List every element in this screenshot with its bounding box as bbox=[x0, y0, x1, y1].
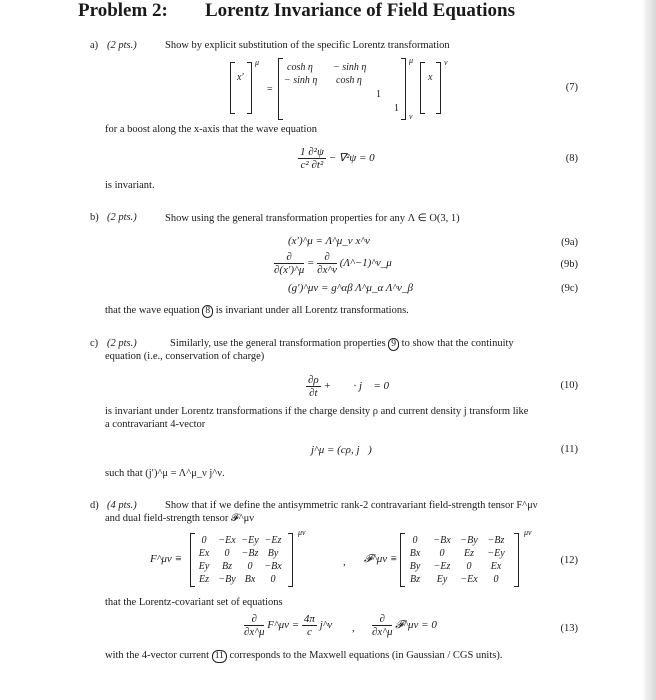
dual-matrix-cell-r2c4: −Ey bbox=[487, 548, 505, 559]
wave-frac-num: 1 ∂²ψ bbox=[300, 146, 324, 158]
part-c-intro-post: to show that the continuity bbox=[401, 338, 514, 349]
matrix-d3: 1 bbox=[376, 89, 381, 100]
matrix-d4: 1 bbox=[394, 103, 399, 114]
cont-frac-den: ∂t bbox=[309, 387, 318, 399]
eq9b-lden: ∂(x′)^μ bbox=[274, 264, 305, 276]
eq13a-rden: c bbox=[306, 626, 312, 638]
part-b-points: (2 pts.) bbox=[107, 212, 137, 223]
eq13a-tail: j^ν bbox=[319, 619, 333, 632]
F-matrix-right-bracket bbox=[288, 533, 293, 587]
eq13a bbox=[244, 613, 332, 638]
dual-matrix-cell-r3c4: Ex bbox=[490, 561, 502, 572]
dual-matrix-cell-r2c2: 0 bbox=[439, 548, 445, 559]
part-b-tail-pre: that the wave equation bbox=[105, 305, 200, 316]
F-matrix-cell-r3c4: −Bx bbox=[264, 561, 282, 572]
part-b-intro: Show using the general transformation properties for any Λ ∈ O(3, 1) bbox=[165, 213, 460, 224]
dual-matrix-cell-r2c3: Ez bbox=[464, 548, 474, 559]
eq13a-rnum: 4π bbox=[303, 613, 315, 625]
eq9b-number: (9b) bbox=[560, 259, 578, 270]
dual-matrix-cell-r4c2: Ey bbox=[436, 574, 448, 585]
part-c-points: (2 pts.) bbox=[107, 338, 137, 349]
F-matrix-exponent: μν bbox=[298, 528, 306, 537]
eq13b-num: ∂ bbox=[372, 613, 392, 626]
exp-nu-rhs: ν bbox=[444, 58, 448, 67]
eq9b: $\frac{\partial}{\partial(x')\^{}\mu}$ = $\frac{\partial}{\partial x\^{}\nu}$ (Λ^−1)^ν_μ bbox=[274, 251, 392, 276]
part-c-intro bbox=[170, 338, 514, 351]
F-label: F^μν ≡ bbox=[150, 553, 182, 565]
eq7-number: (7) bbox=[565, 82, 578, 93]
eq9b-tail: (Λ^−1)^ν_μ bbox=[339, 257, 392, 270]
dual-matrix-cell-r2c1: Bx bbox=[409, 548, 421, 559]
eq13a-den: ∂x^μ bbox=[244, 626, 265, 638]
dual-matrix-right-bracket bbox=[514, 533, 519, 587]
F-matrix-cell-r4c2: −By bbox=[218, 574, 236, 585]
problem-number: Problem 2: bbox=[78, 0, 168, 21]
eq11: j^μ = (cρ, j⃗) bbox=[311, 444, 372, 456]
eq9b-rden: ∂x^ν bbox=[317, 264, 337, 276]
part-c-text3: a contravariant 4-vector bbox=[105, 419, 206, 430]
F-matrix-cell-r4c1: Ez bbox=[199, 574, 209, 585]
part-a-intro: Show by explicit substitution of the specific Lorentz transformation bbox=[165, 40, 450, 51]
vec-lhs: x′ bbox=[237, 72, 244, 83]
dual-matrix-cell-r3c3: 0 bbox=[466, 561, 472, 572]
page-title: Lorentz Invariance of Field Equations bbox=[205, 0, 515, 21]
exp-nu-matrix: ν bbox=[409, 112, 413, 121]
dual-matrix-exponent: μν bbox=[524, 528, 532, 537]
part-d-text-set: that the Lorentz-covariant set of equations bbox=[105, 597, 283, 608]
eq13-separator: , bbox=[352, 622, 355, 634]
exp-mu-lhs: μ bbox=[255, 58, 260, 67]
eq11-number: (11) bbox=[560, 444, 578, 455]
cont-rest: + ∇⃗ · j⃗ = 0 bbox=[323, 380, 390, 393]
part-a-points: (2 pts.) bbox=[107, 40, 137, 51]
vec-rhs: x bbox=[428, 72, 433, 83]
ref-eq9[interactable]: 9 bbox=[388, 338, 399, 351]
matrix-r2c1: − sinh η bbox=[284, 75, 318, 86]
dual-matrix-cell-r1c2: −Bx bbox=[433, 535, 451, 546]
part-a-invariant: is invariant. bbox=[105, 180, 155, 191]
F-matrix-cell-r2c1: Ex bbox=[198, 548, 210, 559]
part-d-points: (4 pts.) bbox=[107, 500, 137, 511]
matrix-separator: , bbox=[343, 556, 346, 568]
document-page: Problem 2: Lorentz Invariance of Field Equations a) (2 pts.) Show by explicit substitution of the specific Lorentz transformation x′ μ = cosh η − sinh η − sinh η cosh η 1 1 μ ν x ν (7) for a boost along the x-axis that the wave equation $\frac{\text{1 ∂²ψ}}{\text{c² ∂t²}}$ − ∇²ψ = 0 (8) is invariant. b) (2 pts.) Show using the general transformation properties for any Λ ∈ O(3, 1) (x′)^μ = Λ^μ_ν x^ν (9a) $\frac{\partial}{\partial(x')\^{}\mu}$ = $\frac{\partial}{\partial x\^{}\nu}$ (Λ^−1)^ν_μ (9b) (g′)^μν = g^αβ Λ^μ_α Λ^ν_β (9c) that the wave equation 8 is invariant under all Lorentz transformations. c) (2 pts.) Similarly, use the general transformation properties 9 to show that the continuity equation (i.e., conservation of charge) $\frac{\partial\rho}{\partial t}$ + ∇⃗ · j⃗ = 0 (10) is invariant under Lorentz transformations if the charge density ρ and current density j transform like a contravariant 4-vector j^μ = (cρ, j⃗) (11) such that (j′)^μ = Λ^μ_ν j^ν. d) (4 pts.) Show that if we define the antisymmetric rank-2 contravariant field-strength tensor F^μν and dual field-strength tensor 𝓕^μν F^μν ≡ 0 −Ex −Ey −Ez Ex 0 −Bz By Ey Bz 0 −Bx Ez −By Bx 0 μν , 𝓕^μν ≡ 0 −Bx −By −Bz Bx 0 Ez −Ey By −Ez 0 Ex Bz Ey −Ex 0 μν (12) that the Lorentz-covariant set of equations $\frac{\partial}{\partial x\^{}\mu}$ F^μν = $\frac{4\pi}{c}$ j^ν , $\frac{\partial}{\partial x\^{}\mu}$ 𝓕^μν = 0 (13) with the 4-vector current 11 corresponds to the Maxwell equations (in Gaussian / CGS units). bbox=[0, 0, 656, 700]
wave-rest: − ∇²ψ = 0 bbox=[328, 152, 375, 165]
wave-frac-den: c² ∂t² bbox=[300, 159, 324, 171]
F-matrix-cell-r1c2: −Ex bbox=[218, 535, 236, 546]
part-d-final bbox=[105, 650, 502, 663]
part-d-label: d) bbox=[90, 500, 99, 511]
part-a-boost-text: for a boost along the x-axis that the wave equation bbox=[105, 124, 317, 135]
part-d-intro: Show that if we define the antisymmetric rank-2 contravariant field-strength tensor F^μν bbox=[165, 500, 538, 511]
part-b-tail bbox=[105, 305, 409, 318]
part-d-final-post: corresponds to the Maxwell equations (in Gaussian / CGS units). bbox=[229, 650, 503, 661]
dual-matrix-cell-r4c3: −Ex bbox=[460, 574, 478, 585]
eq9c: (g′)^μν = g^αβ Λ^μ_α Λ^ν_β bbox=[288, 282, 413, 294]
eq13a-mid: F^μν = bbox=[267, 619, 300, 632]
dual-matrix-cell-r3c1: By bbox=[409, 561, 421, 572]
eq13a-num: ∂ bbox=[244, 613, 264, 626]
dual-matrix-cell-r1c4: −Bz bbox=[487, 535, 505, 546]
F-matrix-cell-r2c4: By bbox=[267, 548, 279, 559]
matrix-r1c1: cosh η bbox=[287, 62, 313, 73]
eq9a: (x′)^μ = Λ^μ_ν x^ν bbox=[288, 235, 370, 247]
part-b-label: b) bbox=[90, 212, 99, 223]
F-matrix-cell-r3c1: Ey bbox=[198, 561, 210, 572]
F-matrix-cell-r3c2: Bz bbox=[222, 561, 232, 572]
eq13b-den: ∂x^μ bbox=[372, 626, 393, 638]
exp-mu-matrix: μ bbox=[409, 56, 414, 65]
part-d-intro2: and dual field-strength tensor 𝓕^μν bbox=[105, 513, 255, 524]
dual-label: 𝓕^μν ≡ bbox=[364, 553, 398, 565]
eq13-number: (13) bbox=[560, 623, 578, 634]
cont-frac-num: ∂ρ bbox=[308, 374, 319, 386]
matrix-r1c2: − sinh η bbox=[333, 62, 367, 73]
part-c-intro2: equation (i.e., conservation of charge) bbox=[105, 351, 265, 362]
F-matrix-cell-r4c3: Bx bbox=[244, 574, 256, 585]
part-c-such-that: such that (j′)^μ = Λ^μ_ν j^ν. bbox=[105, 468, 225, 479]
eq9b-lnum: ∂ bbox=[274, 251, 304, 264]
matrix-r2c2: cosh η bbox=[336, 75, 362, 86]
eq8-number: (8) bbox=[565, 153, 578, 164]
F-matrix-cell-r3c3: 0 bbox=[247, 561, 253, 572]
eq10-number: (10) bbox=[560, 380, 578, 391]
part-c-intro-pre: Similarly, use the general transformation properties bbox=[170, 338, 386, 349]
eq9c-number: (9c) bbox=[561, 283, 578, 294]
continuity-equation bbox=[306, 374, 389, 399]
F-matrix-cell-r2c2: 0 bbox=[224, 548, 230, 559]
ref-eq11[interactable]: 11 bbox=[212, 650, 227, 663]
F-matrix-cell-r1c3: −Ey bbox=[241, 535, 259, 546]
eq13b bbox=[372, 613, 437, 638]
wave-equation bbox=[298, 146, 375, 171]
eq13b-tail: 𝓕^μν = 0 bbox=[395, 619, 437, 632]
dual-matrix-cell-r4c4: 0 bbox=[493, 574, 499, 585]
dual-matrix-cell-r3c2: −Ez bbox=[433, 561, 451, 572]
ref-eq8[interactable]: 8 bbox=[202, 305, 213, 318]
F-matrix-cell-r1c1: 0 bbox=[201, 535, 207, 546]
part-d-final-pre: with the 4-vector current bbox=[105, 650, 210, 661]
dual-matrix-cell-r1c1: 0 bbox=[412, 535, 418, 546]
part-b-tail-post: is invariant under all Lorentz transformations. bbox=[215, 305, 409, 316]
F-matrix-cell-r2c3: −Bz bbox=[241, 548, 259, 559]
dual-matrix-cell-r1c3: −By bbox=[460, 535, 478, 546]
page-edge-shadow bbox=[642, 0, 656, 700]
eq12-number: (12) bbox=[560, 555, 578, 566]
part-c-text2: is invariant under Lorentz transformations if the charge density ρ and current density j transform like bbox=[105, 406, 529, 417]
part-c-label: c) bbox=[90, 338, 99, 349]
eq9b-rnum: ∂ bbox=[317, 251, 337, 264]
dual-matrix-cell-r4c1: Bz bbox=[410, 574, 420, 585]
F-matrix-cell-r1c4: −Ez bbox=[264, 535, 282, 546]
eq9a-number: (9a) bbox=[561, 237, 578, 248]
part-a-label: a) bbox=[90, 40, 99, 51]
F-matrix-cell-r4c4: 0 bbox=[270, 574, 276, 585]
